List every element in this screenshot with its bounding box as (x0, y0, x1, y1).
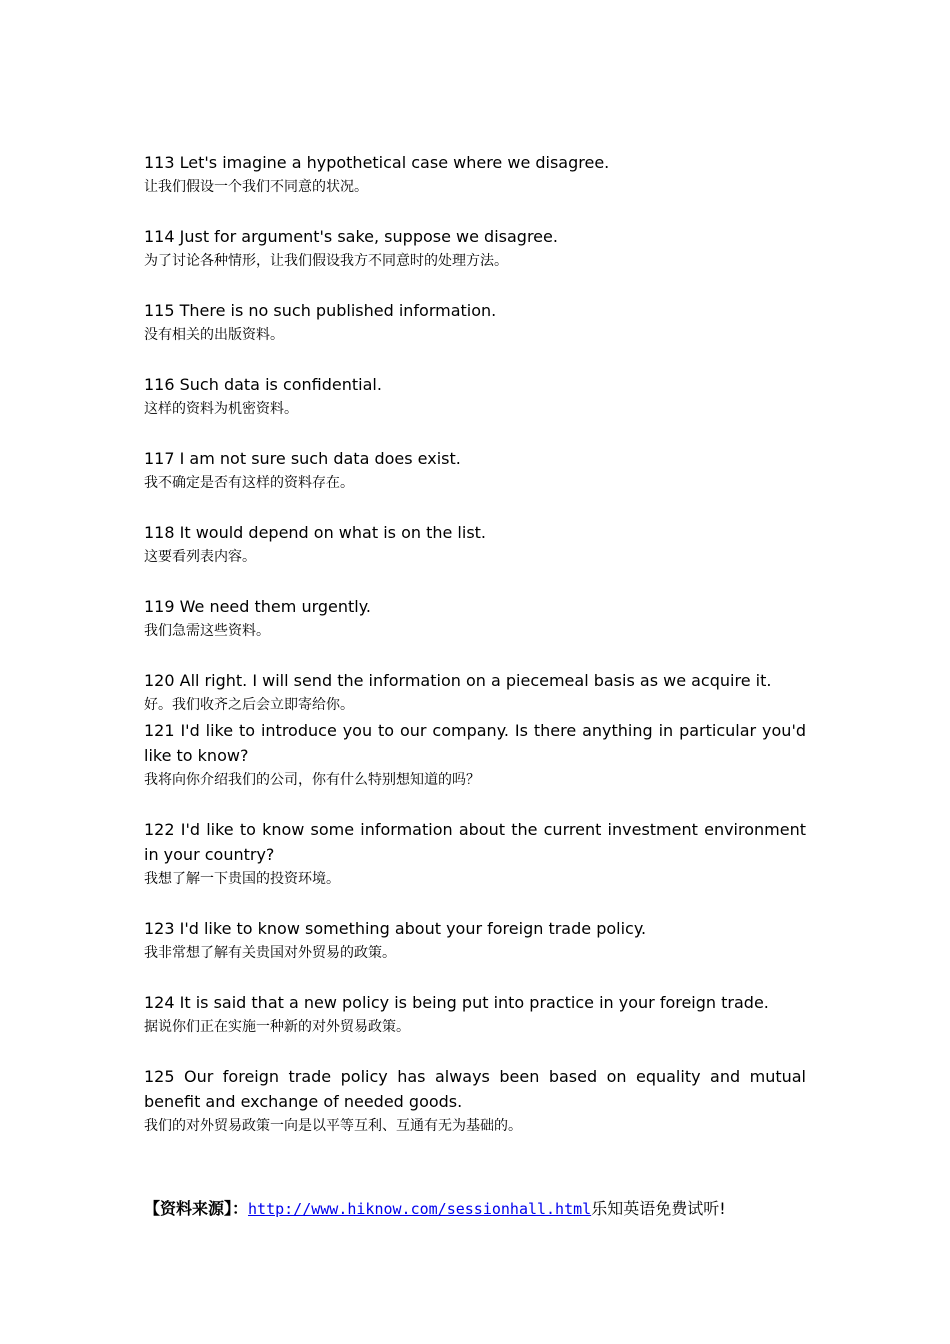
english-sentence: 121 I'd like to introduce you to our company. Is there anything in particular you'd like to know? (144, 721, 806, 765)
list-item (144, 298, 806, 348)
english-sentence: 120 All right. I will send the information on a piecemeal basis as we acquire it. (144, 671, 772, 690)
chinese-translation: 我将向你介绍我们的公司，你有什么特别想知道的吗？ (144, 772, 480, 788)
source-footer (144, 1196, 844, 1222)
chinese-translation: 我们的对外贸易政策一向是以平等互利、互通有无为基础的。 (144, 1118, 522, 1134)
list-item (144, 446, 806, 496)
chinese-translation: 这要看列表内容。 (144, 549, 256, 565)
list-item (144, 990, 806, 1040)
chinese-translation: 我们急需这些资料。 (144, 623, 270, 639)
phrase-list (144, 150, 806, 1163)
chinese-translation: 让我们假设一个我们不同意的状况。 (144, 179, 368, 195)
list-item (144, 668, 806, 718)
list-item (144, 718, 806, 793)
list-item (144, 224, 806, 274)
source-label: 【资料来源】： (144, 1199, 249, 1218)
english-sentence: 125 Our foreign trade policy has always been based on equality and mutual benefit and exchange of needed goods. (144, 1067, 806, 1111)
english-sentence: 124 It is said that a new policy is being put into practice in your foreign trade. (144, 993, 769, 1012)
list-item (144, 916, 806, 966)
chinese-translation: 我想了解一下贵国的投资环境。 (144, 871, 340, 887)
chinese-translation: 为了讨论各种情形，让我们假设我方不同意时的处理方法。 (144, 253, 508, 269)
chinese-translation: 好。我们收齐之后会立即寄给你。 (144, 697, 354, 713)
english-sentence: 118 It would depend on what is on the list. (144, 523, 487, 542)
chinese-translation: 这样的资料为机密资料。 (144, 401, 298, 417)
english-sentence: 116 Such data is confidential. (144, 375, 382, 394)
list-item (144, 817, 806, 892)
english-sentence: 122 I'd like to know some information about the current investment environment in your country? (144, 820, 806, 864)
chinese-translation: 我不确定是否有这样的资料存在。 (144, 475, 354, 491)
list-item (144, 1064, 806, 1139)
chinese-translation: 我非常想了解有关贵国对外贸易的政策。 (144, 945, 396, 961)
english-sentence: 119 We need them urgently. (144, 597, 372, 616)
english-sentence: 117 I am not sure such data does exist. (144, 449, 461, 468)
source-suffix: 乐知英语免费试听! (591, 1199, 726, 1218)
list-item (144, 520, 806, 570)
chinese-translation: 据说你们正在实施一种新的对外贸易政策。 (144, 1019, 410, 1035)
source-link[interactable]: http://www.hiknow.com/sessionhall.html (248, 1200, 592, 1218)
list-item (144, 372, 806, 422)
chinese-translation: 没有相关的出版资料。 (144, 327, 284, 343)
english-sentence: 113 Let's imagine a hypothetical case where we disagree. (144, 153, 610, 172)
list-item (144, 150, 806, 200)
english-sentence: 114 Just for argument's sake, suppose we disagree. (144, 227, 558, 246)
list-item (144, 594, 806, 644)
english-sentence: 115 There is no such published information. (144, 301, 497, 320)
english-sentence: 123 I'd like to know something about your foreign trade policy. (144, 919, 647, 938)
